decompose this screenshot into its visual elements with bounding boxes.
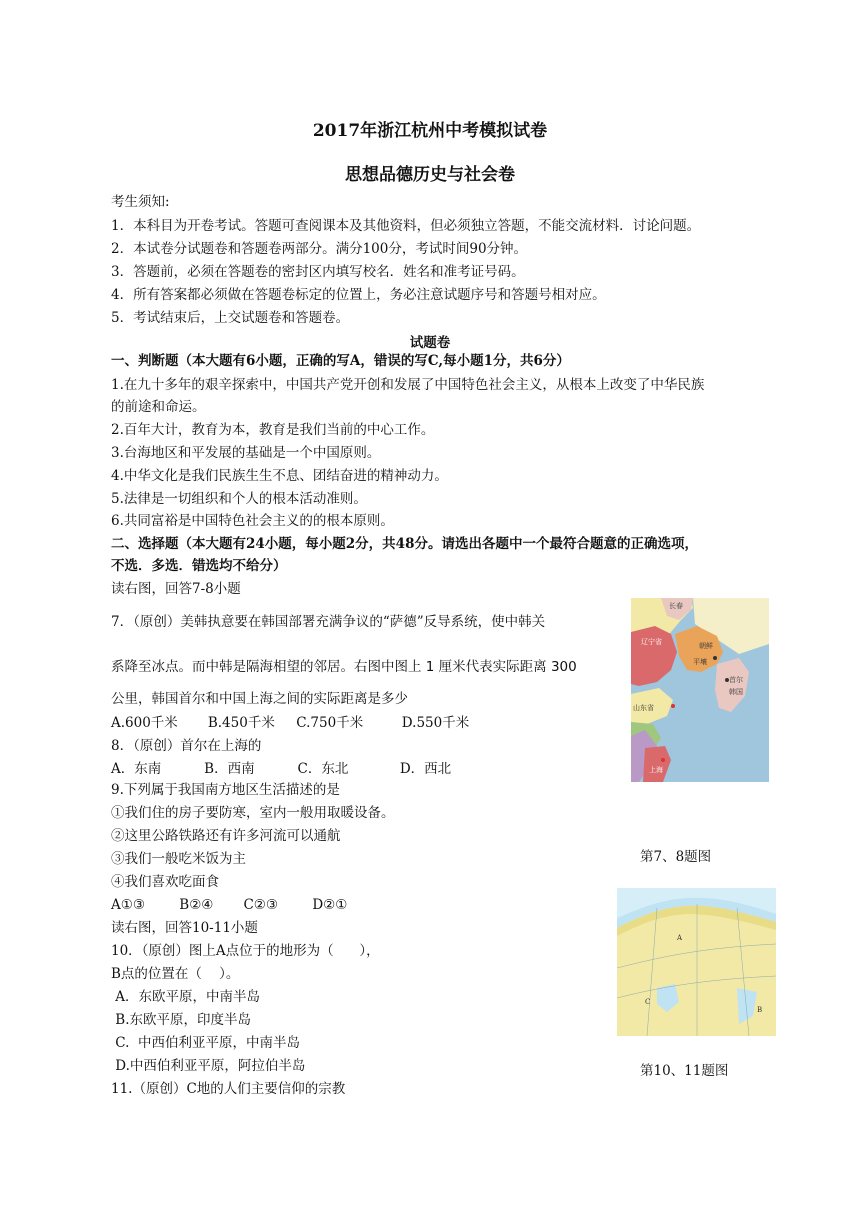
notice-heading: 考生须知: — [111, 194, 170, 210]
question-8: 8．（原创）首尔在上海的 — [111, 738, 262, 754]
intro-7-8: 读右图，回答7-8小题 — [111, 581, 241, 597]
question-9-statement: ②这里公路铁路还有许多河流可以通航 — [111, 828, 341, 844]
question-7-cont: 系降至冰点。而中韩是隔海相望的邻居。右图中图上 1 厘米代表实际距离 300 — [111, 659, 577, 675]
question-10-cont: B点的位置在（ ）。 — [111, 966, 240, 982]
question-10: 10．（原创）图上A点位于的地形为（ ）， — [111, 943, 380, 959]
question-7-options: A.600千米 B.450千米 C.750千米 D.550千米 — [111, 715, 470, 731]
question-10-option-b: B.东欧平原，印度半岛 — [111, 1012, 252, 1028]
question-1: 1.在九十多年的艰辛探索中，中国共产党开创和发展了中国特色社会主义，从根本上改变了中华民族 — [111, 377, 705, 393]
question-11: 11.（原创）C地的人们主要信仰的宗教 — [111, 1081, 346, 1097]
asia-region-map — [617, 888, 776, 1036]
map1-label-north-korea: 朝鲜 — [699, 642, 713, 650]
part2-heading-cont: 不选．多选．错选均不给分） — [111, 558, 287, 574]
map1-label-south-korea: 韩国 — [729, 688, 743, 696]
question-9-statement: ④我们喜欢吃面食 — [111, 874, 219, 890]
map1-caption: 第7、8题图 — [640, 849, 712, 865]
question-9-options: A①③ B②④ C②③ D②① — [111, 897, 348, 913]
notice-item: 2．本试卷分试题卷和答题卷两部分。满分100分，考试时间90分钟。 — [111, 241, 528, 257]
question-9-statement: ③我们一般吃米饭为主 — [111, 851, 246, 867]
notice-item: 5．考试结束后，上交试题卷和答题卷。 — [111, 310, 350, 326]
notice-item: 4．所有答案都必须做在答题卷标定的位置上，务必注意试题序号和答题号相对应。 — [111, 287, 606, 303]
exam-subtitle: 思想品德历史与社会卷 — [345, 165, 515, 185]
question-1-cont: 的前途和命运。 — [111, 399, 206, 415]
map1-label-pyongyang: 平壤 — [693, 658, 707, 666]
part1-heading: 一、判断题（本大题有6小题，正确的写A，错误的写C,每小题1分，共6分） — [111, 353, 570, 369]
question-5: 5.法律是一切组织和个人的根本活动准则。 — [111, 491, 367, 507]
map1-label-seoul: 首尔 — [729, 676, 743, 684]
question-7-cont2: 公里，韩国首尔和中国上海之间的实际距离是多少 — [111, 691, 408, 707]
question-3: 3.台海地区和平发展的基础是一个中国原则。 — [111, 445, 381, 461]
question-7: 7．（原创）美韩执意要在韩国部署充满争议的“萨德”反导系统，使中韩关 — [111, 614, 546, 630]
question-10-option-d: D.中西伯利亚平原，阿拉伯半岛 — [111, 1058, 306, 1074]
map1-label-changchun: 长春 — [669, 602, 683, 610]
map1-label-liaoning: 辽宁省 — [641, 638, 662, 646]
question-4: 4.中华文化是我们民族生生不息、团结奋进的精神动力。 — [111, 468, 448, 484]
map2-label-c: C — [645, 998, 651, 1006]
notice-item: 1．本科目为开卷考试。答题可查阅课本及其他资料，但必须独立答题，不能交流材料．讨论问题。 — [111, 218, 701, 234]
map1-label-shanghai: 上海 — [649, 766, 663, 774]
korea-region-map — [631, 598, 769, 782]
notice-item: 3．答题前，必须在答题卷的密封区内填写校名．姓名和准考证号码。 — [111, 264, 525, 280]
question-9: 9.下列属于我国南方地区生活描述的是 — [111, 782, 340, 798]
question-6: 6.共同富裕是中国特色社会主义的的根本原则。 — [111, 513, 394, 529]
question-8-options: A．东南 B．西南 C．东北 D．西北 — [111, 761, 452, 777]
question-10-option-c: C. 中西伯利亚平原，中南半岛 — [111, 1035, 301, 1051]
section-title: 试题卷 — [409, 335, 451, 351]
map2-caption: 第10、11题图 — [640, 1063, 729, 1079]
map2-label-a: A — [677, 934, 683, 942]
question-10-option-a: A．东欧平原，中南半岛 — [111, 989, 261, 1005]
map1-label-shandong: 山东省 — [633, 704, 654, 712]
question-9-statement: ①我们住的房子要防寒，室内一般用取暖设备。 — [111, 805, 395, 821]
question-2: 2.百年大计，教育为本，教育是我们当前的中心工作。 — [111, 422, 435, 438]
part2-heading: 二、选择题（本大题有24小题，每小题2分，共48分。请选出各题中一个最符合题意的正确选项， — [111, 536, 698, 552]
exam-title: 2017年浙江杭州中考模拟试卷 — [312, 121, 548, 141]
map2-label-b: B — [757, 1006, 763, 1014]
intro-10-11: 读右图，回答10-11小题 — [111, 920, 258, 936]
